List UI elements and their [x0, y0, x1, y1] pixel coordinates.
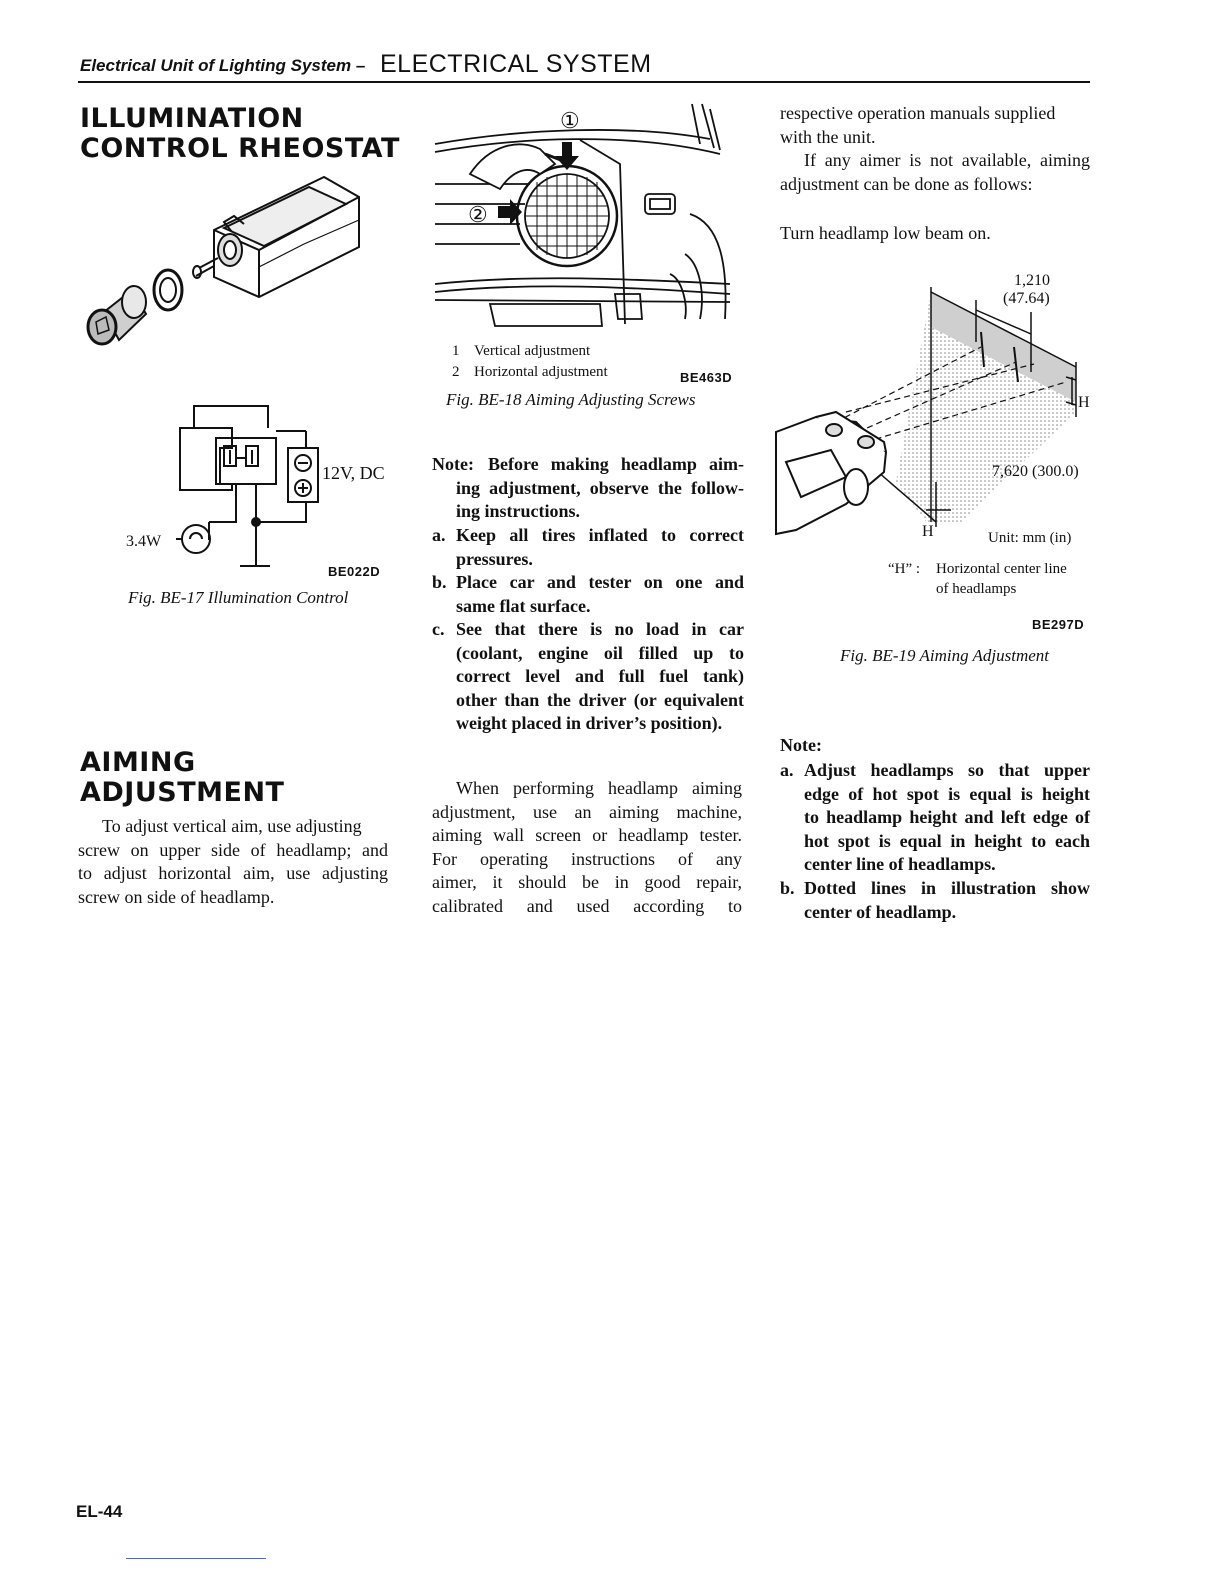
performing-line: calibrated and used according to — [432, 895, 742, 916]
performing-line: aiming wall screen or headlamp tester. — [432, 825, 742, 845]
aiming-title-line1: AIMING — [80, 747, 196, 778]
running-header-chapter: ELECTRICAL SYSTEM — [380, 50, 652, 78]
list-line: correct level and full fuel tank) — [456, 666, 744, 686]
bottom-rule — [126, 1558, 266, 1559]
h-label-right: H — [1078, 394, 1090, 411]
legend-num: 1 — [452, 343, 460, 359]
figure-caption-be18: Fig. BE-18 Aiming Adjusting Screws — [446, 390, 696, 409]
note-line: Before making headlamp aim- — [488, 454, 744, 474]
legend-item — [452, 364, 608, 385]
aiming-line-4: screw on side of headlamp. — [78, 886, 275, 907]
right-line: If any aimer is not available, aiming — [804, 150, 1090, 170]
figure-caption-be19: Fig. BE-19 Aiming Adjustment — [840, 646, 1050, 665]
figure-code-be022d: BE022D — [328, 564, 381, 579]
list-line: weight placed in driver’s position). — [456, 713, 723, 733]
figure-caption-be17: Fig. BE-17 Illumination Control — [128, 588, 349, 607]
right-intro — [780, 102, 1090, 196]
legend-text: Vertical adjustment — [474, 343, 591, 359]
callout-2: ② — [468, 202, 488, 227]
rheostat-title — [80, 104, 400, 164]
list-line: other than the driver (or equivalent — [456, 689, 744, 710]
right-line: respective operation manuals supplied — [780, 103, 1056, 123]
aiming-line-1: To adjust vertical aim, use adjusting — [102, 816, 362, 836]
list-line: Keep all tires inflated to correct — [456, 525, 744, 545]
list-line: hot spot is equal in height to each — [804, 830, 1090, 851]
list-line: pressures. — [456, 548, 533, 569]
callout-1: ① — [560, 108, 580, 133]
list-marker: b. — [780, 878, 795, 898]
legend-num: 2 — [452, 364, 460, 380]
aiming-line-2: screw on upper side of headlamp; and — [78, 839, 388, 860]
figure-code-be463d: BE463D — [680, 370, 733, 385]
list-marker: b. — [432, 572, 447, 592]
note-after-list — [780, 759, 1090, 929]
dim-width-in: (47.64) — [1003, 290, 1050, 307]
aiming-line-3: to adjust horizontal aim, use adjusting — [78, 863, 388, 883]
legend-text: Horizontal adjustment — [474, 364, 608, 380]
list-line: Dotted lines in illustration show — [804, 878, 1090, 898]
voltage-label: 12V, DC — [322, 463, 385, 483]
list-line: Adjust headlamps so that upper — [804, 760, 1090, 780]
note-before-block — [432, 453, 744, 743]
performing-line: adjustment, use an aiming machine, — [432, 801, 742, 822]
note-after-lead: Note: — [780, 735, 822, 755]
list-line: edge of hot spot is equal is height — [804, 783, 1090, 804]
header-rule — [78, 81, 1090, 83]
performing-line: When performing headlamp aiming — [456, 778, 742, 798]
list-line: Place car and tester on one and — [456, 572, 744, 592]
list-line: center line of headlamps. — [804, 854, 996, 874]
rheostat-title-line2: CONTROL RHEOSTAT — [80, 133, 400, 164]
running-header-section: Electrical Unit of Lighting System – — [80, 56, 366, 75]
rheostat-title-line1: ILLUMINATION — [80, 103, 304, 134]
right-line: with the unit. — [780, 126, 876, 147]
lamp-wattage-label: 3.4W — [126, 533, 162, 550]
aiming-paragraph — [78, 815, 388, 909]
h-label-bottom: H — [922, 523, 934, 540]
list-marker: c. — [432, 619, 445, 639]
aiming-adjustment-illustration — [776, 272, 1092, 544]
list-line: (coolant, engine oil filled up to — [456, 642, 744, 663]
list-line: See that there is no load in car — [456, 619, 744, 639]
fig18-legend — [452, 343, 608, 385]
performing-line: aimer, it should be in good repair, — [432, 872, 742, 892]
list-marker: a. — [432, 525, 446, 545]
note-line: ing instructions. — [456, 501, 581, 521]
list-line: center of headlamp. — [804, 901, 957, 922]
performing-line: For operating instructions of any — [432, 848, 742, 869]
h-definition-line1: Horizontal center line — [936, 561, 1067, 577]
aiming-title — [80, 748, 284, 808]
list-marker: a. — [780, 760, 794, 780]
list-line: to headlamp height and left edge of — [804, 807, 1090, 827]
note-line: ing adjustment, observe the follow- — [456, 477, 744, 498]
h-definition-key: “H” : — [888, 561, 921, 577]
note-lead: Note: — [432, 454, 474, 474]
h-definition-line2: of headlamps — [936, 581, 1017, 597]
aiming-title-line2: ADJUSTMENT — [80, 777, 285, 808]
rheostat-illustration — [84, 172, 374, 347]
right-line: adjustment can be done as follows: — [780, 173, 1033, 194]
unit-label: Unit: mm (in) — [988, 530, 1072, 546]
figure-code-be297d: BE297D — [1032, 617, 1085, 632]
turn-low-beam: Turn headlamp low beam on. — [780, 223, 991, 243]
list-line: same flat surface. — [456, 595, 591, 616]
page-number: EL-44 — [76, 1502, 123, 1521]
dim-width-mm: 1,210 — [1014, 272, 1050, 289]
performing-paragraph — [432, 777, 742, 918]
dim-distance: 7,620 (300.0) — [992, 463, 1079, 480]
legend-item — [452, 343, 608, 364]
